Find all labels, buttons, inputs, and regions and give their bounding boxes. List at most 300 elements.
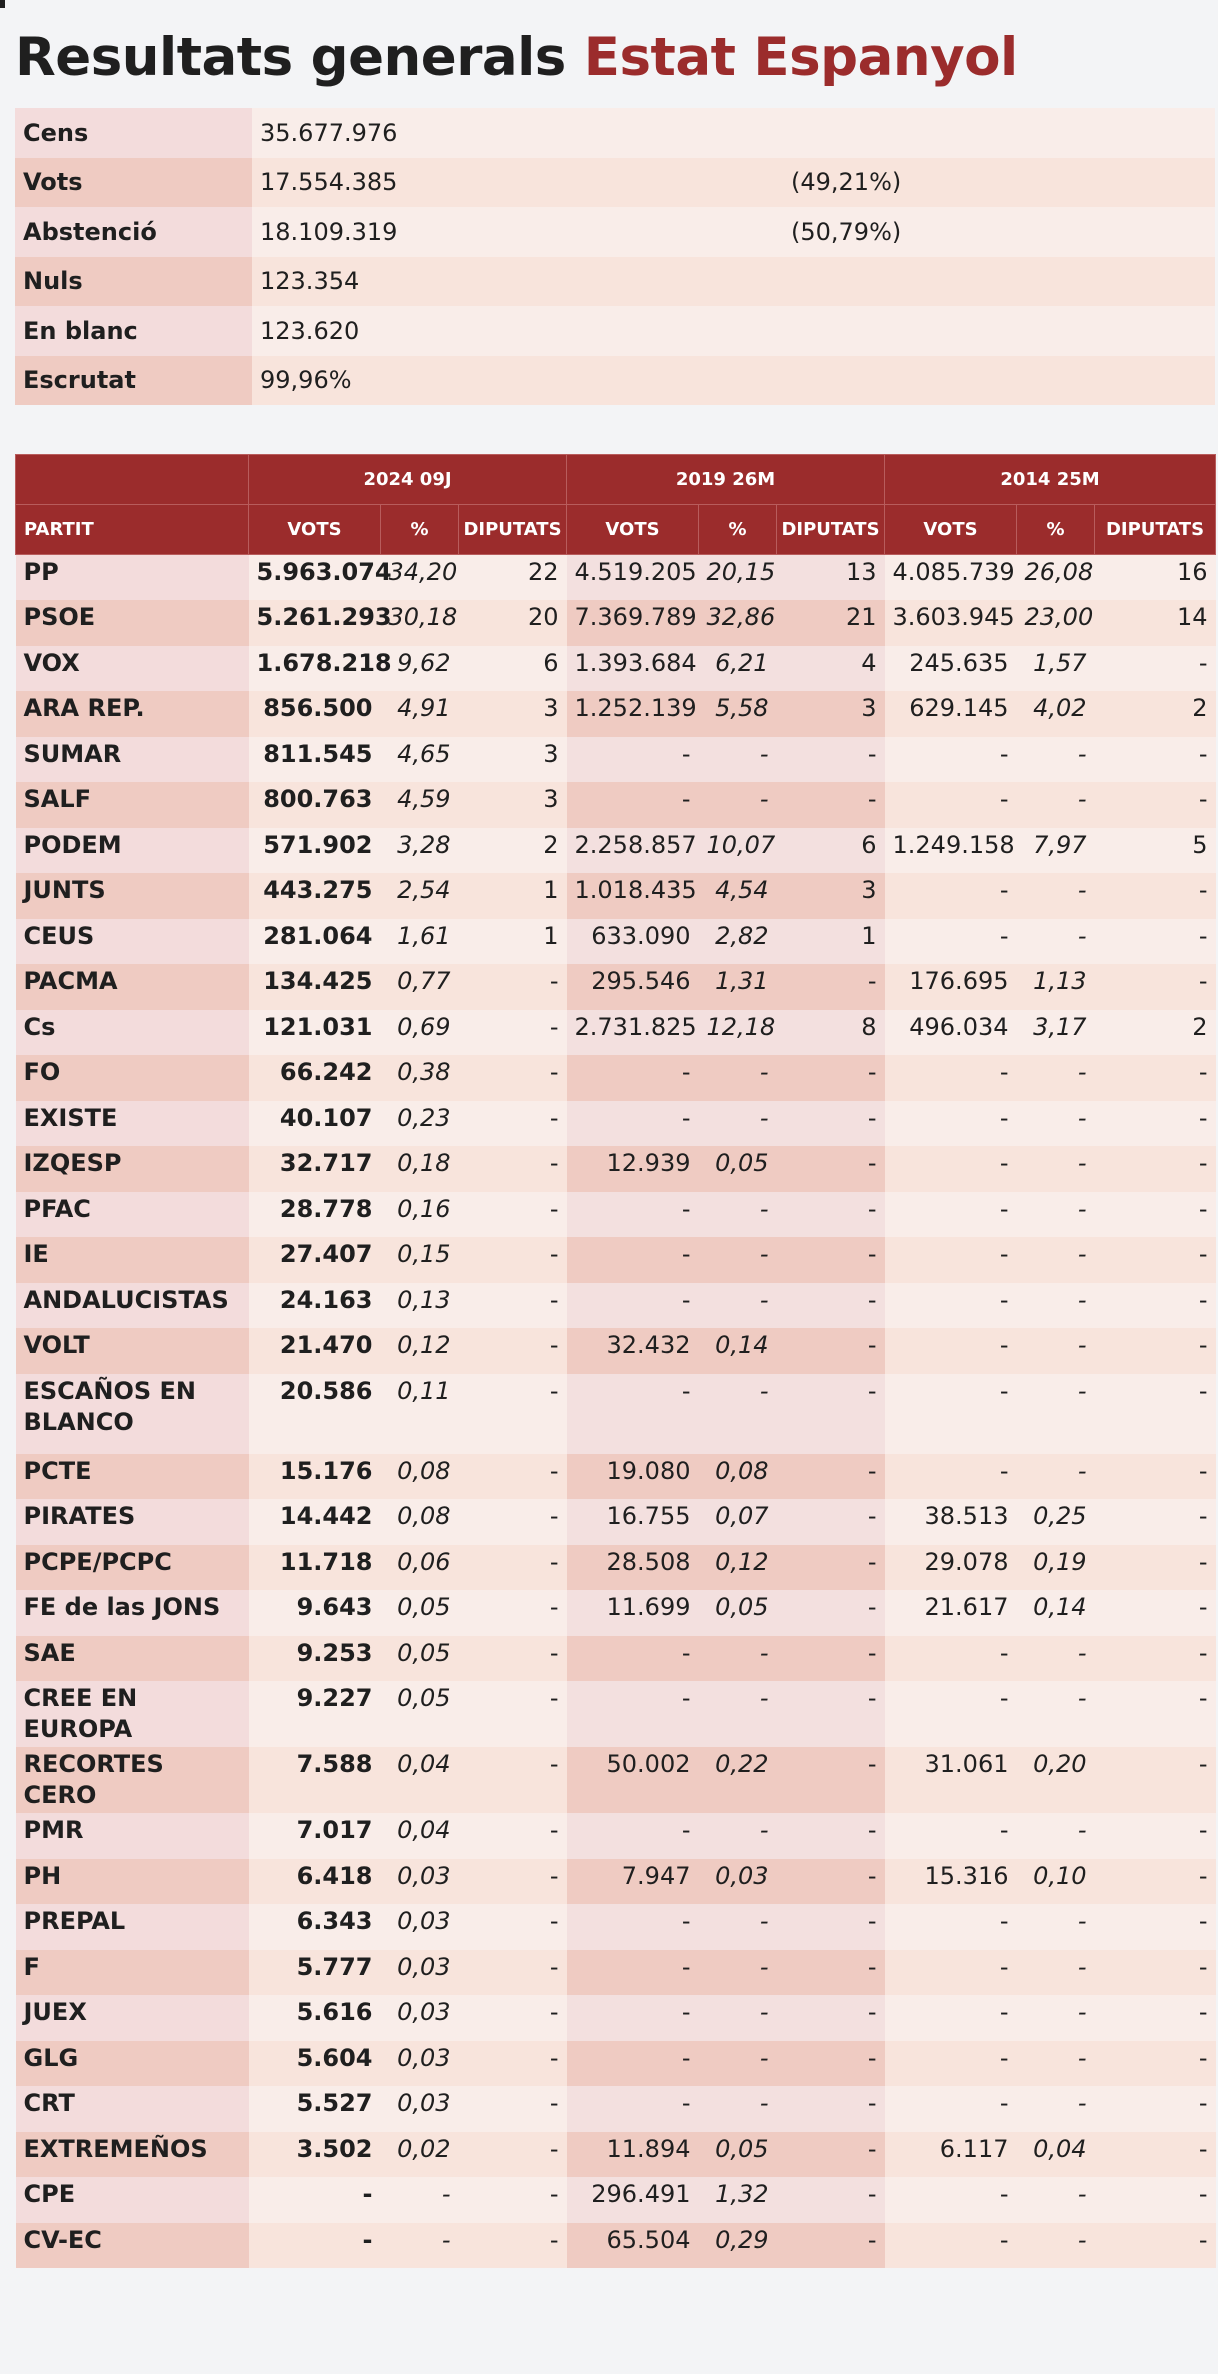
seats-cell: - (459, 2041, 567, 2087)
party-name: PODEM (16, 828, 249, 874)
pct-cell: 4,59 (381, 782, 459, 828)
seats-cell: - (1095, 1328, 1216, 1374)
votes-cell: 121.031 (249, 1010, 381, 1056)
votes-cell: - (885, 1950, 1017, 1996)
pct-cell: 0,18 (381, 1146, 459, 1192)
votes-cell: 11.718 (249, 1545, 381, 1591)
summary-pct (783, 306, 989, 356)
votes-cell: - (885, 737, 1017, 783)
column-header-pct: % (1017, 505, 1095, 555)
votes-cell: - (885, 1328, 1017, 1374)
seats-cell: - (1095, 737, 1216, 783)
pct-cell: 5,58 (699, 691, 777, 737)
seats-cell: 21 (777, 600, 885, 646)
votes-cell: 296.491 (567, 2177, 699, 2223)
summary-pct (783, 257, 989, 307)
seats-cell: 16 (1095, 555, 1216, 601)
party-name: CV-EC (16, 2223, 249, 2269)
seats-cell: - (777, 1055, 885, 1101)
seats-cell: - (777, 1636, 885, 1682)
votes-cell: - (567, 1101, 699, 1147)
pct-cell: - (699, 1237, 777, 1283)
votes-cell: - (885, 1681, 1017, 1747)
table-row (16, 964, 1216, 1010)
pct-cell: 0,13 (381, 1283, 459, 1329)
election-header-2014: 2014 25M (885, 455, 1216, 505)
pct-cell: 0,03 (699, 1859, 777, 1905)
results-table (15, 454, 1216, 2268)
pct-cell: 0,05 (381, 1636, 459, 1682)
votes-cell: 5.261.293 (249, 600, 381, 646)
pct-cell: 0,14 (699, 1328, 777, 1374)
summary-pct (783, 108, 989, 158)
pct-cell: 7,97 (1017, 828, 1095, 874)
votes-cell: 21.470 (249, 1328, 381, 1374)
pct-cell: - (1017, 1192, 1095, 1238)
seats-cell: - (459, 1499, 567, 1545)
votes-cell: - (567, 1950, 699, 1996)
table-row (16, 1545, 1216, 1591)
pct-cell: 0,07 (699, 1499, 777, 1545)
pct-cell: - (699, 1636, 777, 1682)
votes-cell: - (885, 1813, 1017, 1859)
votes-cell: 5.777 (249, 1950, 381, 1996)
seats-cell: 1 (777, 919, 885, 965)
votes-cell: 2.731.825 (567, 1010, 699, 1056)
table-row (16, 1328, 1216, 1374)
pct-cell: 0,03 (381, 1859, 459, 1905)
seats-cell: - (1095, 1950, 1216, 1996)
pct-cell: - (1017, 1995, 1095, 2041)
votes-cell: 811.545 (249, 737, 381, 783)
votes-cell: 5.963.074 (249, 555, 381, 601)
votes-cell: 20.586 (249, 1374, 381, 1454)
party-name: PCTE (16, 1454, 249, 1500)
summary-value: 99,96% (252, 356, 783, 406)
votes-cell: - (249, 2223, 381, 2269)
pct-cell: - (699, 737, 777, 783)
column-header-votes: VOTS (885, 505, 1017, 555)
pct-cell: - (1017, 1454, 1095, 1500)
seats-cell: - (459, 2086, 567, 2132)
votes-cell: 245.635 (885, 646, 1017, 692)
seats-cell: - (1095, 1237, 1216, 1283)
votes-cell: 6.117 (885, 2132, 1017, 2178)
party-name: JUEX (16, 1995, 249, 2041)
votes-cell: 9.253 (249, 1636, 381, 1682)
pct-cell: - (1017, 1237, 1095, 1283)
table-row (16, 1995, 1216, 2041)
votes-cell: 1.393.684 (567, 646, 699, 692)
party-name: ESCAÑOS EN BLANCO (16, 1374, 249, 1454)
pct-cell: - (699, 1681, 777, 1747)
party-name: CEUS (16, 919, 249, 965)
seats-cell: - (777, 1374, 885, 1454)
seats-cell: - (459, 1545, 567, 1591)
page-title-accent: Estat Espanyol (583, 27, 1018, 88)
pct-cell: - (699, 1192, 777, 1238)
pct-cell: 0,03 (381, 1995, 459, 2041)
column-header-party: PARTIT (16, 505, 249, 555)
votes-cell: 31.061 (885, 1747, 1017, 1813)
pct-cell: - (699, 1813, 777, 1859)
pct-cell: 0,08 (699, 1454, 777, 1500)
votes-cell: 633.090 (567, 919, 699, 965)
pct-cell: - (1017, 1146, 1095, 1192)
pct-cell: 4,02 (1017, 691, 1095, 737)
table-row (16, 1813, 1216, 1859)
party-name: PFAC (16, 1192, 249, 1238)
seats-cell: - (459, 1328, 567, 1374)
votes-cell: - (885, 1904, 1017, 1950)
votes-cell: - (885, 1146, 1017, 1192)
seats-cell: - (459, 1813, 567, 1859)
seats-cell: 1 (459, 873, 567, 919)
pct-cell: 30,18 (381, 600, 459, 646)
seats-cell: - (777, 1328, 885, 1374)
summary-label: Cens (15, 108, 252, 158)
pct-cell: - (1017, 1681, 1095, 1747)
seats-cell: 13 (777, 555, 885, 601)
votes-cell: 12.939 (567, 1146, 699, 1192)
summary-row (15, 158, 1215, 208)
votes-cell: 7.017 (249, 1813, 381, 1859)
seats-cell: - (777, 782, 885, 828)
seats-cell: - (1095, 1636, 1216, 1682)
seats-cell: - (459, 1192, 567, 1238)
summary-row (15, 306, 1215, 356)
table-row (16, 1010, 1216, 1056)
summary-filler (989, 108, 1215, 158)
votes-cell: 32.717 (249, 1146, 381, 1192)
summary-label: En blanc (15, 306, 252, 356)
votes-cell: 11.894 (567, 2132, 699, 2178)
seats-cell: 6 (777, 828, 885, 874)
table-row (16, 1590, 1216, 1636)
seats-cell: 3 (459, 782, 567, 828)
pct-cell: 4,65 (381, 737, 459, 783)
votes-cell: - (567, 1374, 699, 1454)
seats-cell: - (459, 1283, 567, 1329)
table-row (16, 1859, 1216, 1905)
seats-cell: - (459, 1237, 567, 1283)
pct-cell: - (381, 2177, 459, 2223)
pct-cell: 0,08 (381, 1454, 459, 1500)
votes-cell: 496.034 (885, 1010, 1017, 1056)
party-name: EXTREMEÑOS (16, 2132, 249, 2178)
pct-cell: 20,15 (699, 555, 777, 601)
votes-cell: - (885, 1283, 1017, 1329)
column-header-seats: DIPUTATS (459, 505, 567, 555)
votes-cell: - (885, 1055, 1017, 1101)
seats-cell: 2 (1095, 1010, 1216, 1056)
seats-cell: - (777, 1590, 885, 1636)
votes-cell: - (567, 1813, 699, 1859)
summary-label: Escrutat (15, 356, 252, 406)
votes-cell: - (567, 1681, 699, 1747)
votes-cell: 5.527 (249, 2086, 381, 2132)
votes-cell: 32.432 (567, 1328, 699, 1374)
votes-cell: - (885, 1636, 1017, 1682)
party-name: CRT (16, 2086, 249, 2132)
table-row (16, 600, 1216, 646)
votes-cell: - (885, 1101, 1017, 1147)
seats-cell: - (1095, 1454, 1216, 1500)
election-header-2019: 2019 26M (567, 455, 885, 505)
seats-cell: - (1095, 1283, 1216, 1329)
seats-cell: - (459, 2132, 567, 2178)
votes-cell: 1.249.158 (885, 828, 1017, 874)
pct-cell: - (1017, 1950, 1095, 1996)
pct-cell: 0,10 (1017, 1859, 1095, 1905)
pct-cell: 0,12 (699, 1545, 777, 1591)
pct-cell: 2,82 (699, 919, 777, 965)
seats-cell: - (1095, 2041, 1216, 2087)
votes-cell: 15.176 (249, 1454, 381, 1500)
votes-cell: - (567, 782, 699, 828)
pct-cell: - (1017, 2223, 1095, 2269)
pct-cell: 0,19 (1017, 1545, 1095, 1591)
party-name: IZQESP (16, 1146, 249, 1192)
seats-cell: - (777, 1859, 885, 1905)
pct-cell: 2,54 (381, 873, 459, 919)
seats-cell: - (777, 1192, 885, 1238)
table-row (16, 2223, 1216, 2269)
pct-cell: 0,05 (699, 2132, 777, 2178)
pct-cell: 0,05 (699, 1590, 777, 1636)
votes-cell: - (885, 1995, 1017, 2041)
pct-cell: - (1017, 1374, 1095, 1454)
pct-cell: - (1017, 1328, 1095, 1374)
party-name: Cs (16, 1010, 249, 1056)
seats-cell: - (777, 1283, 885, 1329)
seats-cell: - (1095, 2223, 1216, 2269)
seats-cell: - (777, 1237, 885, 1283)
seats-cell: - (459, 1636, 567, 1682)
column-header-seats: DIPUTATS (777, 505, 885, 555)
pct-cell: - (699, 1283, 777, 1329)
pct-cell: - (1017, 1055, 1095, 1101)
seats-cell: - (1095, 782, 1216, 828)
pct-cell: 0,20 (1017, 1747, 1095, 1813)
table-row (16, 1454, 1216, 1500)
votes-cell: 4.519.205 (567, 555, 699, 601)
pct-cell: 3,17 (1017, 1010, 1095, 1056)
pct-cell: - (1017, 2086, 1095, 2132)
seats-cell: - (1095, 1590, 1216, 1636)
pct-cell: 0,03 (381, 2086, 459, 2132)
party-name: VOLT (16, 1328, 249, 1374)
party-name: ARA REP. (16, 691, 249, 737)
pct-cell: - (699, 1101, 777, 1147)
table-row (16, 919, 1216, 965)
pct-cell: 0,05 (381, 1590, 459, 1636)
seats-cell: - (459, 2177, 567, 2223)
table-row (16, 555, 1216, 601)
table-row (16, 1681, 1216, 1747)
seats-cell: - (777, 1499, 885, 1545)
votes-cell: 1.018.435 (567, 873, 699, 919)
summary-row (15, 356, 1215, 406)
votes-cell: - (567, 1192, 699, 1238)
pct-cell: - (1017, 2041, 1095, 2087)
votes-cell: - (567, 1237, 699, 1283)
party-name: ANDALUCISTAS (16, 1283, 249, 1329)
table-row (16, 691, 1216, 737)
pct-cell: 9,62 (381, 646, 459, 692)
votes-cell: 16.755 (567, 1499, 699, 1545)
seats-cell: 22 (459, 555, 567, 601)
seats-cell: 2 (1095, 691, 1216, 737)
table-row (16, 2132, 1216, 2178)
page-title (15, 22, 1018, 94)
seats-cell: - (459, 1146, 567, 1192)
seats-cell: - (459, 1950, 567, 1996)
party-name: RECORTES CERO (16, 1747, 249, 1813)
pct-cell: 1,32 (699, 2177, 777, 2223)
table-row (16, 1950, 1216, 1996)
votes-cell: - (567, 737, 699, 783)
column-header-votes: VOTS (249, 505, 381, 555)
seats-cell: - (459, 1055, 567, 1101)
pct-cell: 0,12 (381, 1328, 459, 1374)
seats-cell: - (777, 2177, 885, 2223)
table-row (16, 1055, 1216, 1101)
party-name: EXISTE (16, 1101, 249, 1147)
pct-cell: - (1017, 919, 1095, 965)
votes-cell: - (567, 1904, 699, 1950)
votes-cell: 7.947 (567, 1859, 699, 1905)
votes-cell: - (885, 2223, 1017, 2269)
votes-cell: 5.604 (249, 2041, 381, 2087)
seats-cell: - (1095, 1813, 1216, 1859)
seats-cell: - (459, 1859, 567, 1905)
votes-cell: - (885, 2086, 1017, 2132)
table-row (16, 646, 1216, 692)
party-name: PMR (16, 1813, 249, 1859)
votes-cell: - (567, 1283, 699, 1329)
pct-cell: 0,16 (381, 1192, 459, 1238)
seats-cell: - (1095, 1499, 1216, 1545)
seats-cell: - (459, 1590, 567, 1636)
pct-cell: - (1017, 1636, 1095, 1682)
table-row (16, 1283, 1216, 1329)
seats-cell: - (1095, 646, 1216, 692)
summary-value: 35.677.976 (252, 108, 783, 158)
seats-cell: 6 (459, 646, 567, 692)
summary-filler (989, 257, 1215, 307)
table-row (16, 2177, 1216, 2223)
summary-label: Vots (15, 158, 252, 208)
seats-cell: - (777, 1904, 885, 1950)
header-blank (16, 455, 249, 505)
party-name: FE de las JONS (16, 1590, 249, 1636)
seats-cell: 5 (1095, 828, 1216, 874)
seats-cell: - (777, 1813, 885, 1859)
pct-cell: 1,57 (1017, 646, 1095, 692)
votes-cell: 1.678.218 (249, 646, 381, 692)
pct-cell: - (381, 2223, 459, 2269)
pct-cell: 0,04 (381, 1747, 459, 1813)
votes-cell: 66.242 (249, 1055, 381, 1101)
pct-cell: 0,03 (381, 1904, 459, 1950)
votes-cell: 2.258.857 (567, 828, 699, 874)
pct-cell: 10,07 (699, 828, 777, 874)
votes-cell: - (249, 2177, 381, 2223)
party-name: PSOE (16, 600, 249, 646)
seats-cell: 1 (459, 919, 567, 965)
votes-cell: - (885, 1192, 1017, 1238)
seats-cell: - (1095, 1545, 1216, 1591)
pct-cell: - (699, 2041, 777, 2087)
seats-cell: - (1095, 964, 1216, 1010)
pct-cell: - (1017, 737, 1095, 783)
pct-cell: 0,15 (381, 1237, 459, 1283)
seats-cell: - (459, 1995, 567, 2041)
pct-cell: 0,77 (381, 964, 459, 1010)
column-header-votes: VOTS (567, 505, 699, 555)
pct-cell: 3,28 (381, 828, 459, 874)
seats-cell: 4 (777, 646, 885, 692)
votes-cell: 800.763 (249, 782, 381, 828)
votes-cell: - (567, 1995, 699, 2041)
party-name: VOX (16, 646, 249, 692)
votes-cell: 3.502 (249, 2132, 381, 2178)
table-row (16, 2086, 1216, 2132)
party-name: CREE EN EUROPA (16, 1681, 249, 1747)
votes-cell: 571.902 (249, 828, 381, 874)
seats-cell: - (1095, 1904, 1216, 1950)
votes-cell: 28.778 (249, 1192, 381, 1238)
pct-cell: - (1017, 1283, 1095, 1329)
pct-cell: 0,03 (381, 2041, 459, 2087)
seats-cell: - (1095, 1101, 1216, 1147)
election-header-2024: 2024 09J (249, 455, 567, 505)
pct-cell: 1,13 (1017, 964, 1095, 1010)
votes-cell: 6.343 (249, 1904, 381, 1950)
pct-cell: 0,22 (699, 1747, 777, 1813)
pct-cell: 23,00 (1017, 600, 1095, 646)
pct-cell: 0,04 (381, 1813, 459, 1859)
seats-cell: - (1095, 2177, 1216, 2223)
seats-cell: 3 (777, 873, 885, 919)
party-name: SAE (16, 1636, 249, 1682)
votes-cell: 14.442 (249, 1499, 381, 1545)
column-header-seats: DIPUTATS (1095, 505, 1216, 555)
seats-cell: - (459, 1681, 567, 1747)
votes-cell: - (567, 2041, 699, 2087)
votes-cell: - (885, 2041, 1017, 2087)
table-row (16, 1747, 1216, 1813)
seats-cell: - (459, 1454, 567, 1500)
pct-cell: 0,23 (381, 1101, 459, 1147)
pct-cell: 4,91 (381, 691, 459, 737)
party-name: PH (16, 1859, 249, 1905)
pct-cell: 0,14 (1017, 1590, 1095, 1636)
pct-cell: - (699, 2086, 777, 2132)
pct-cell: - (699, 1374, 777, 1454)
votes-cell: 7.588 (249, 1747, 381, 1813)
seats-cell: - (777, 737, 885, 783)
seats-cell: - (459, 1747, 567, 1813)
pct-cell: 1,31 (699, 964, 777, 1010)
table-row (16, 1374, 1216, 1454)
party-name: PCPE/PCPC (16, 1545, 249, 1591)
table-row (16, 1146, 1216, 1192)
votes-cell: 4.085.739 (885, 555, 1017, 601)
votes-cell: - (885, 1237, 1017, 1283)
summary-label: Nuls (15, 257, 252, 307)
